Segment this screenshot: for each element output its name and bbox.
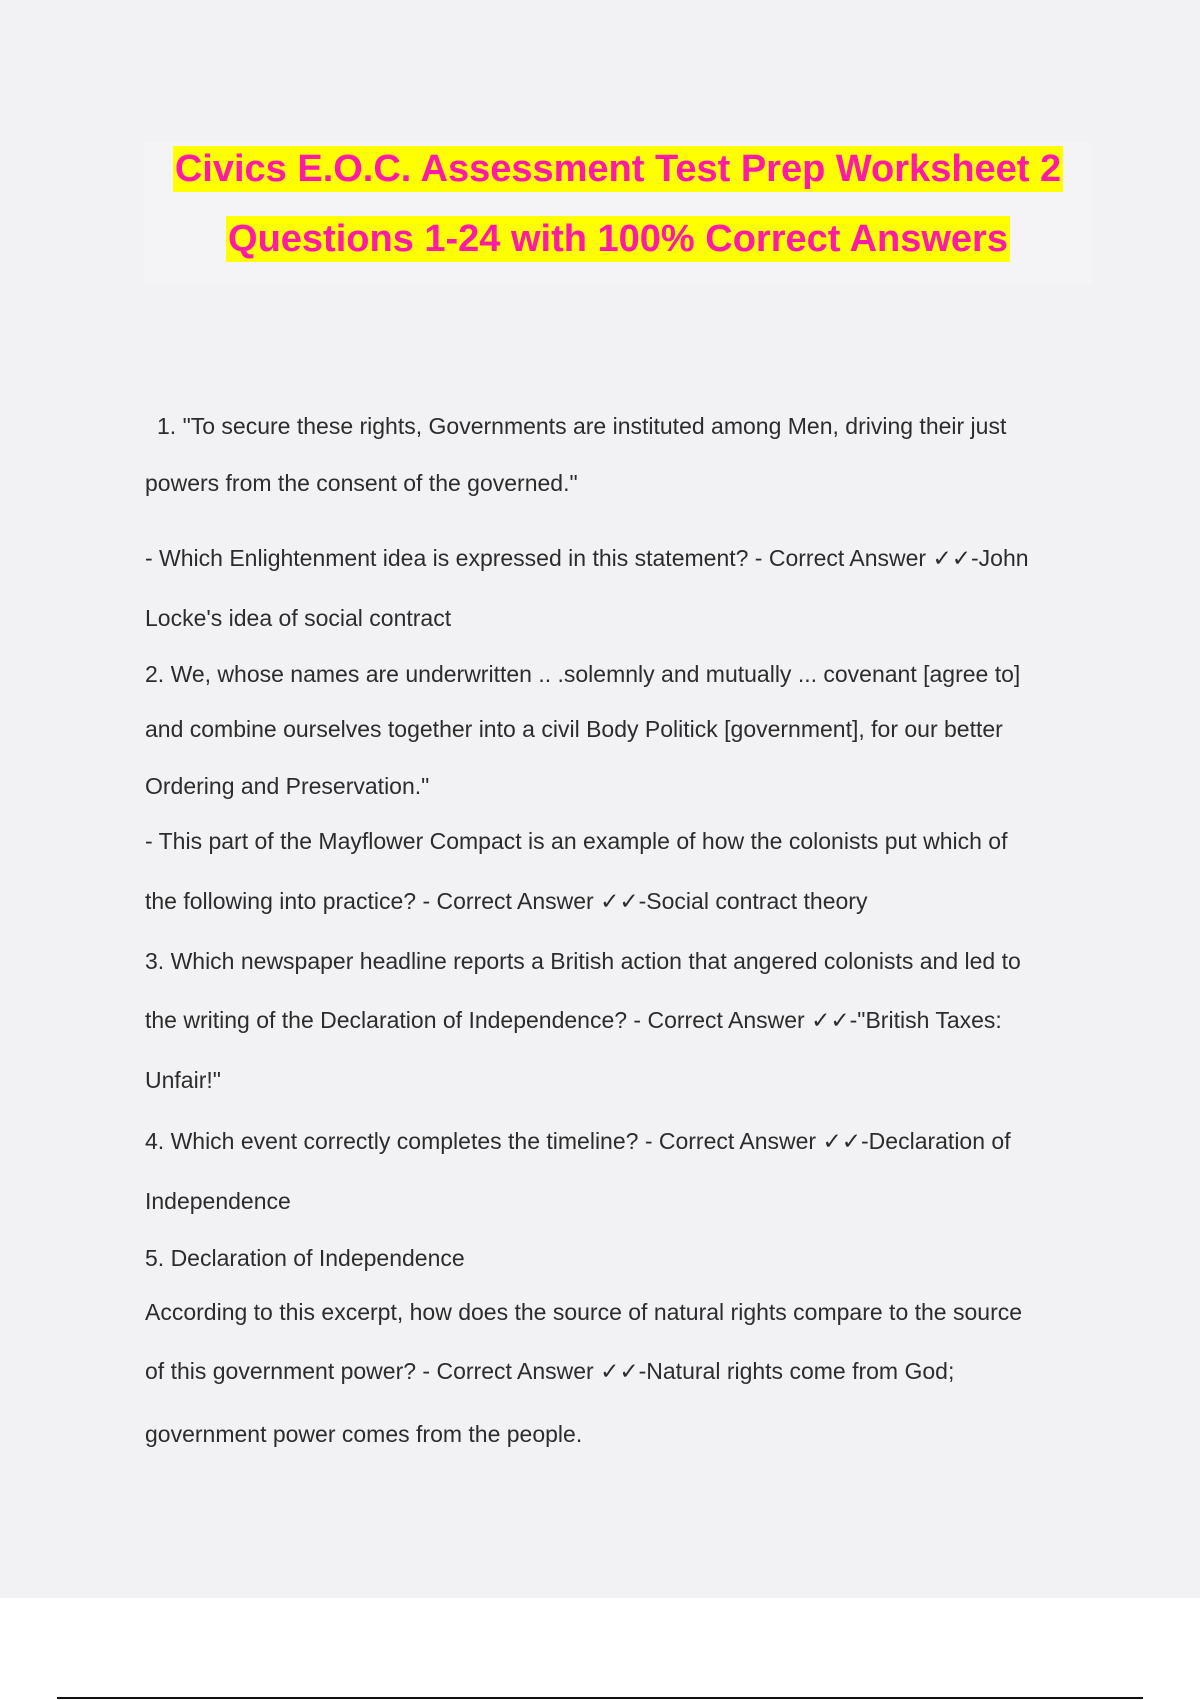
- document-title-line-1: Civics E.O.C. Assessment Test Prep Worksheet 2: [174, 148, 1062, 190]
- body-line-q2-answer-b: the following into practice? - Correct Answer ✓✓-Social contract theory: [145, 888, 868, 914]
- body-line-q3-b: the writing of the Declaration of Independence? - Correct Answer ✓✓-"British Taxes:: [145, 1007, 1002, 1033]
- body-line-q1-answer-b: Locke's idea of social contract: [145, 605, 452, 631]
- body-line-q3-a: 3. Which newspaper headline reports a British action that angered colonists and led to: [145, 948, 1021, 974]
- document-title-line-2: Questions 1-24 with 100% Correct Answers: [228, 218, 1008, 260]
- body-line-q2-c: Ordering and Preservation.": [145, 773, 430, 799]
- body-line-q5-answer-b: government power comes from the people.: [145, 1421, 583, 1447]
- body-line-q4-a: 4. Which event correctly completes the timeline? - Correct Answer ✓✓-Declaration of: [145, 1128, 1011, 1154]
- body-line-q1-b: powers from the consent of the governed.": [145, 470, 578, 496]
- body-line-q5-b: According to this excerpt, how does the source of natural rights compare to the source: [145, 1299, 1023, 1325]
- body-line-q1-a: 1. "To secure these rights, Governments are instituted among Men, driving their just: [157, 413, 1007, 439]
- body-line-q2-answer-a: - This part of the Mayflower Compact is an example of how the colonists put which of: [145, 828, 1008, 854]
- body-line-q3-c: Unfair!": [145, 1067, 221, 1093]
- body-line-q2-a: 2. We, whose names are underwritten .. .solemnly and mutually ... covenant [agree to]: [145, 661, 1021, 687]
- footer-divider: [57, 1697, 1143, 1699]
- body-line-q4-b: Independence: [145, 1188, 291, 1214]
- body-line-q2-b: and combine ourselves together into a civil Body Politick [government], for our better: [145, 716, 1003, 742]
- body-line-q5-answer-a: of this government power? - Correct Answer ✓✓-Natural rights come from God;: [145, 1358, 955, 1384]
- body-line-q1-answer-a: - Which Enlightenment idea is expressed in this statement? - Correct Answer ✓✓-John: [145, 545, 1029, 571]
- body-line-q5-a: 5. Declaration of Independence: [145, 1245, 465, 1271]
